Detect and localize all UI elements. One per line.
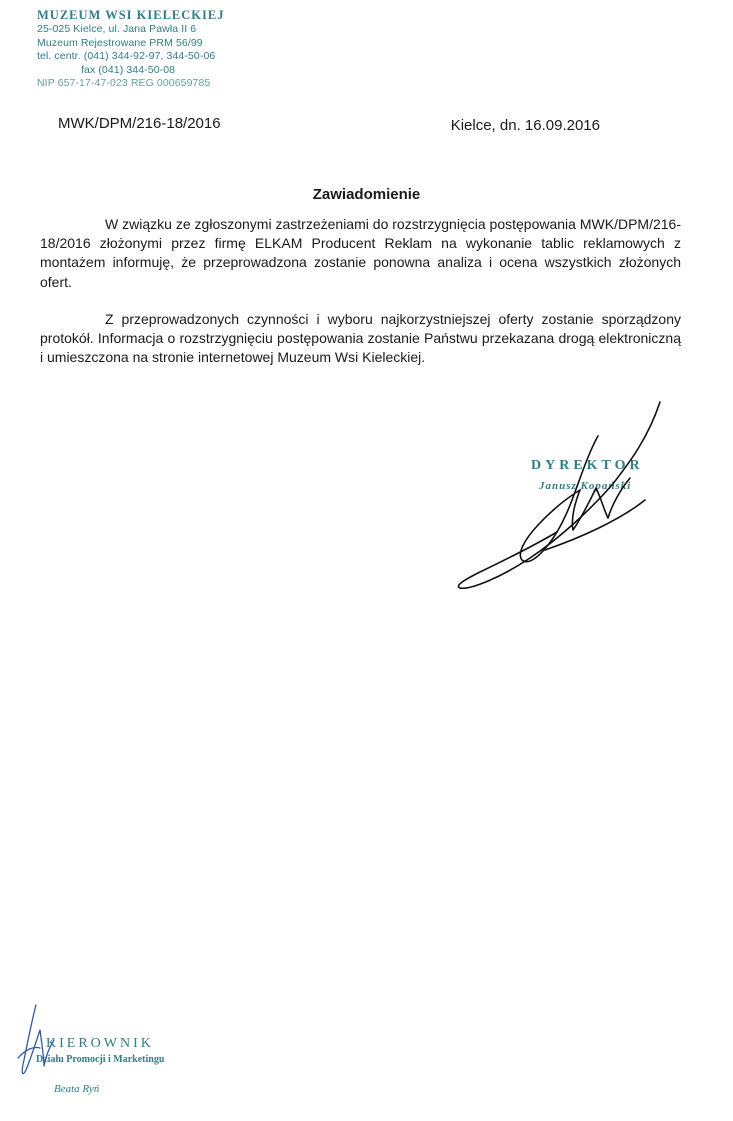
reference-number: MWK/DPM/216-18/2016 — [58, 115, 221, 132]
stamp-address: 25-025 Kielce, ul. Jana Pawła II 6 — [37, 23, 197, 35]
stamp-register: Muzeum Rejestrowane PRM 56/99 — [37, 36, 203, 49]
manager-role: KIEROWNIK — [46, 1036, 154, 1051]
stamp-phone: tel. centr. (041) 344-92-97, 344-50-06 — [37, 50, 216, 63]
stamp-ids: NIP 657-17-47-023 REG 000659785 — [37, 77, 211, 90]
stamp-fax: fax (041) 344-50-08 — [81, 63, 176, 76]
stamp-institution-name: MUZEUM WSI KIELECKIEJ — [37, 8, 225, 22]
manager-name: Beata Ryń — [54, 1083, 100, 1095]
document-title: Zawiadomienie — [312, 186, 421, 203]
manager-department: Działu Promocji i Marketingu — [36, 1054, 165, 1065]
paragraph-2: Z przeprowadzonych czynności i wyboru najkorzystniejszej oferty zostanie sporządzony protokół. Informacja o rozstrzygnięciu postępowania zostanie Państwu przekazana drogą elektroniczną i umieszczona na stronie internetowej Muzeum Wsi Kieleckiej. — [40, 310, 681, 366]
paragraph-1: W związku ze zgłoszonymi zastrzeżeniami do rozstrzygnięcia postępowania MWK/DPM/216-18/2016 złożonymi przez firmę ELKAM Producent Reklam na wykonanie tablic reklamowych z montażem informuję, że przeprowadzona zostanie ponowna analiza i ocena wszystkich złożonych ofert. — [40, 216, 681, 290]
director-role: DYREKTOR — [531, 458, 644, 473]
place-date: Kielce, dn. 16.09.2016 — [450, 117, 600, 134]
director-name: Janusz Kopański — [539, 480, 632, 492]
